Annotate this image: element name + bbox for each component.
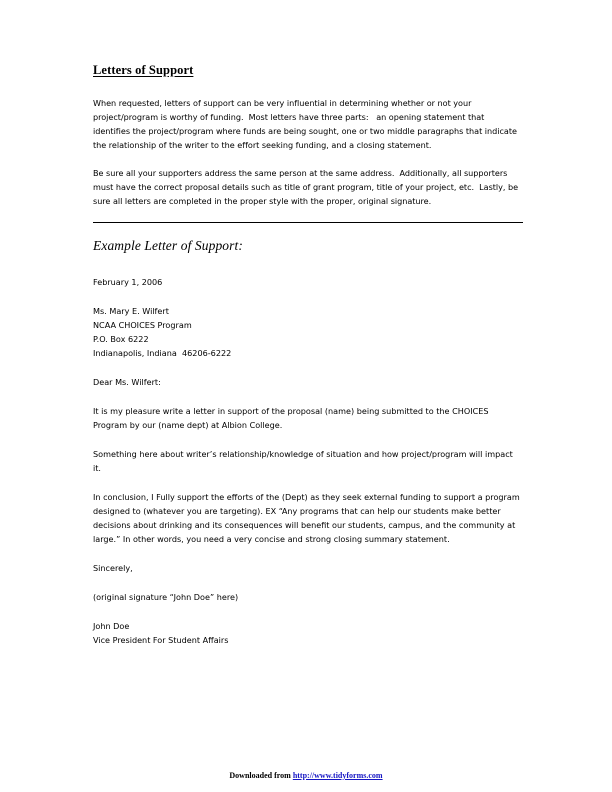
page-footer [0,770,612,782]
letter-closing: Sincerely, [93,562,133,573]
signature-block [93,619,523,647]
example-letter-heading: Example Letter of Support: [93,237,243,253]
recipient-address-block [93,304,523,360]
example-letter-body [93,275,523,647]
signature-placeholder: (original signature “John Doe” here) [93,591,239,602]
footer-source-link[interactable]: http://www.tidyforms.com [292,771,383,780]
letter-body-paragraph-3: In conclusion, I Fully support the efforts of the (Dept) as they seek external funding to support a program designed to (whatever you are targeting). EX “Any programs that can help our students make better decisions about drinking and its consequences will benefit our students, campus, and the community at large.” In other words, you need a very concise and strong closing summary statement. [93,491,523,544]
signer-title: Vice President For Student Affairs [93,634,229,645]
document-content [93,64,523,647]
address-line: Indianapolis, Indiana 46206-6222 [93,347,232,358]
page-title: Letters of Support [93,63,194,77]
section-divider [93,222,523,223]
intro-paragraph-2: Be sure all your supporters address the same person at the same address. Additionally, all supporters must have the correct proposal details such as title of grant program, title of your project, etc. Lastly, be sure all letters are completed in the proper style with the proper, original signature. [93,167,521,206]
letter-date: February 1, 2006 [93,276,163,287]
letter-body-paragraph-2: Something here about writer’s relationship/knowledge of situation and how project/program will impact it. [93,448,516,473]
footer-label: Downloaded from [229,771,293,780]
letter-body-paragraph-1: It is my pleasure write a letter in support of the proposal (name) being submitted to the CHOICES Program by our (name dept) at Albion College. [93,405,492,430]
letter-salutation: Dear Ms. Wilfert: [93,376,161,387]
address-line: P.O. Box 6222 [93,333,149,344]
address-line: Ms. Mary E. Wilfert [93,305,169,316]
intro-paragraph-1: When requested, letters of support can be very influential in determining whether or not your project/program is worthy of funding. Most letters have three parts: an opening statement that identifies the project/program where funds are being sought, one or two middle paragraphs that indicate the relationship of the writer to the effort seeking funding, and a closing statement. [93,97,520,150]
signer-name: John Doe [93,620,130,631]
address-line: NCAA CHOICES Program [93,319,192,330]
